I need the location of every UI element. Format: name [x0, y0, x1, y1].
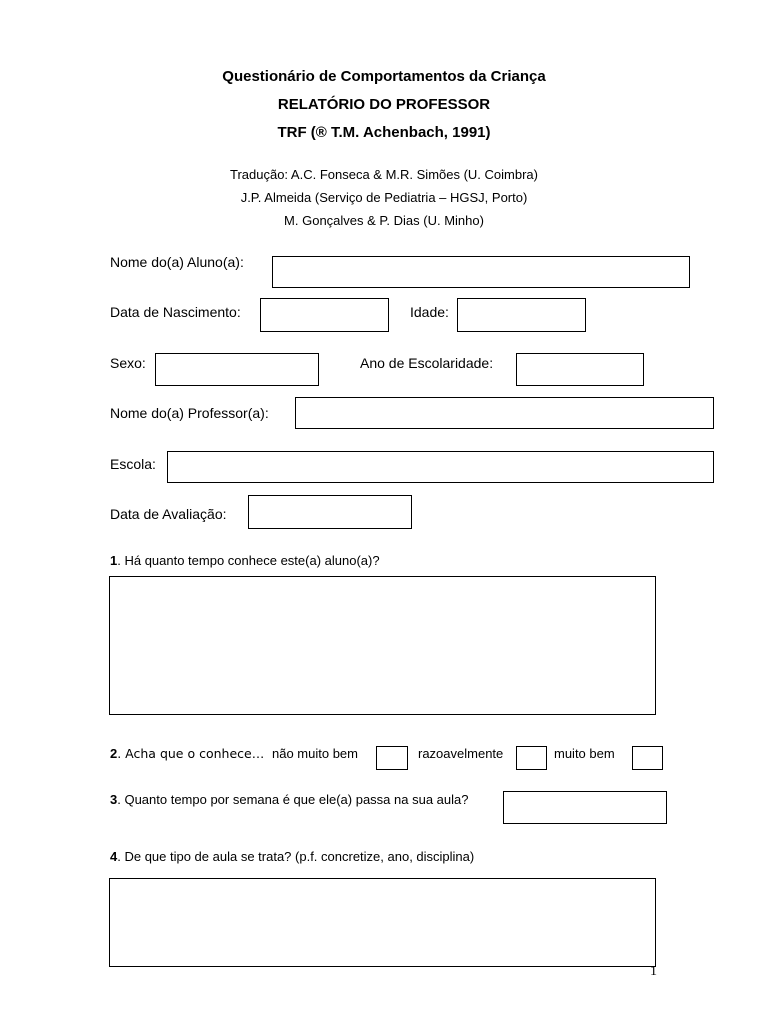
school-year-field[interactable]: [516, 353, 644, 386]
option-very-well-checkbox[interactable]: [632, 746, 663, 770]
birth-date-field[interactable]: [260, 298, 389, 332]
question-4-text: . De que tipo de aula se trata? (p.f. concretize, ano, disciplina): [117, 849, 475, 864]
question-1-number: 1: [110, 553, 118, 568]
question-1-text: . Há quanto tempo conhece este(a) aluno(a)?: [117, 553, 380, 568]
option-not-very-well-label: não muito bem: [272, 746, 358, 761]
student-name-label: Nome do(a) Aluno(a):: [110, 254, 244, 270]
question-4-number: 4: [110, 849, 118, 864]
option-reasonably-checkbox[interactable]: [516, 746, 547, 770]
school-field[interactable]: [167, 451, 714, 483]
form-subtitle: RELATÓRIO DO PROFESSOR: [277, 96, 491, 113]
question-1-answer-box[interactable]: [109, 576, 656, 715]
form-edition: TRF (® T.M. Achenbach, 1991): [277, 124, 491, 141]
question-3-number: 3: [110, 792, 118, 807]
form-title: Questionário de Comportamentos da Criança: [222, 68, 546, 85]
sex-label: Sexo:: [110, 355, 146, 371]
school-year-label: Ano de Escolaridade:: [360, 355, 494, 371]
student-name-field[interactable]: [272, 256, 690, 288]
question-4: [110, 849, 474, 864]
question-3-text: . Quanto tempo por semana é que ele(a) passa na sua aula?: [117, 792, 469, 807]
evaluation-date-label: Data de Avaliação:: [110, 506, 227, 522]
school-label: Escola:: [110, 456, 156, 472]
question-2-text: . Acha que o conhece…: [117, 746, 265, 761]
option-reasonably-label: razoavelmente: [418, 746, 504, 761]
sex-field[interactable]: [155, 353, 319, 386]
teacher-name-field[interactable]: [295, 397, 714, 429]
age-field[interactable]: [457, 298, 586, 332]
birth-date-label: Data de Nascimento:: [110, 304, 241, 320]
option-very-well-label: muito bem: [554, 746, 615, 761]
age-label: Idade:: [410, 304, 449, 320]
option-not-very-well-checkbox[interactable]: [376, 746, 408, 770]
page-number: 1: [650, 964, 657, 979]
question-2-number: 2: [110, 746, 118, 761]
translation-credit: Tradução: A.C. Fonseca & M.R. Simões (U. Coimbra): [229, 167, 538, 182]
question-3: [110, 792, 468, 807]
teacher-name-label: Nome do(a) Professor(a):: [110, 405, 269, 421]
question-4-answer-box[interactable]: [109, 878, 656, 967]
evaluation-date-field[interactable]: [248, 495, 412, 529]
question-3-answer-box[interactable]: [503, 791, 667, 824]
question-2: [110, 746, 264, 761]
question-1: [110, 553, 380, 568]
adaptation-credit: J.P. Almeida (Serviço de Pediatria – HGSJ, Porto): [240, 190, 528, 205]
collaborator-credit: M. Gonçalves & P. Dias (U. Minho): [284, 213, 484, 228]
